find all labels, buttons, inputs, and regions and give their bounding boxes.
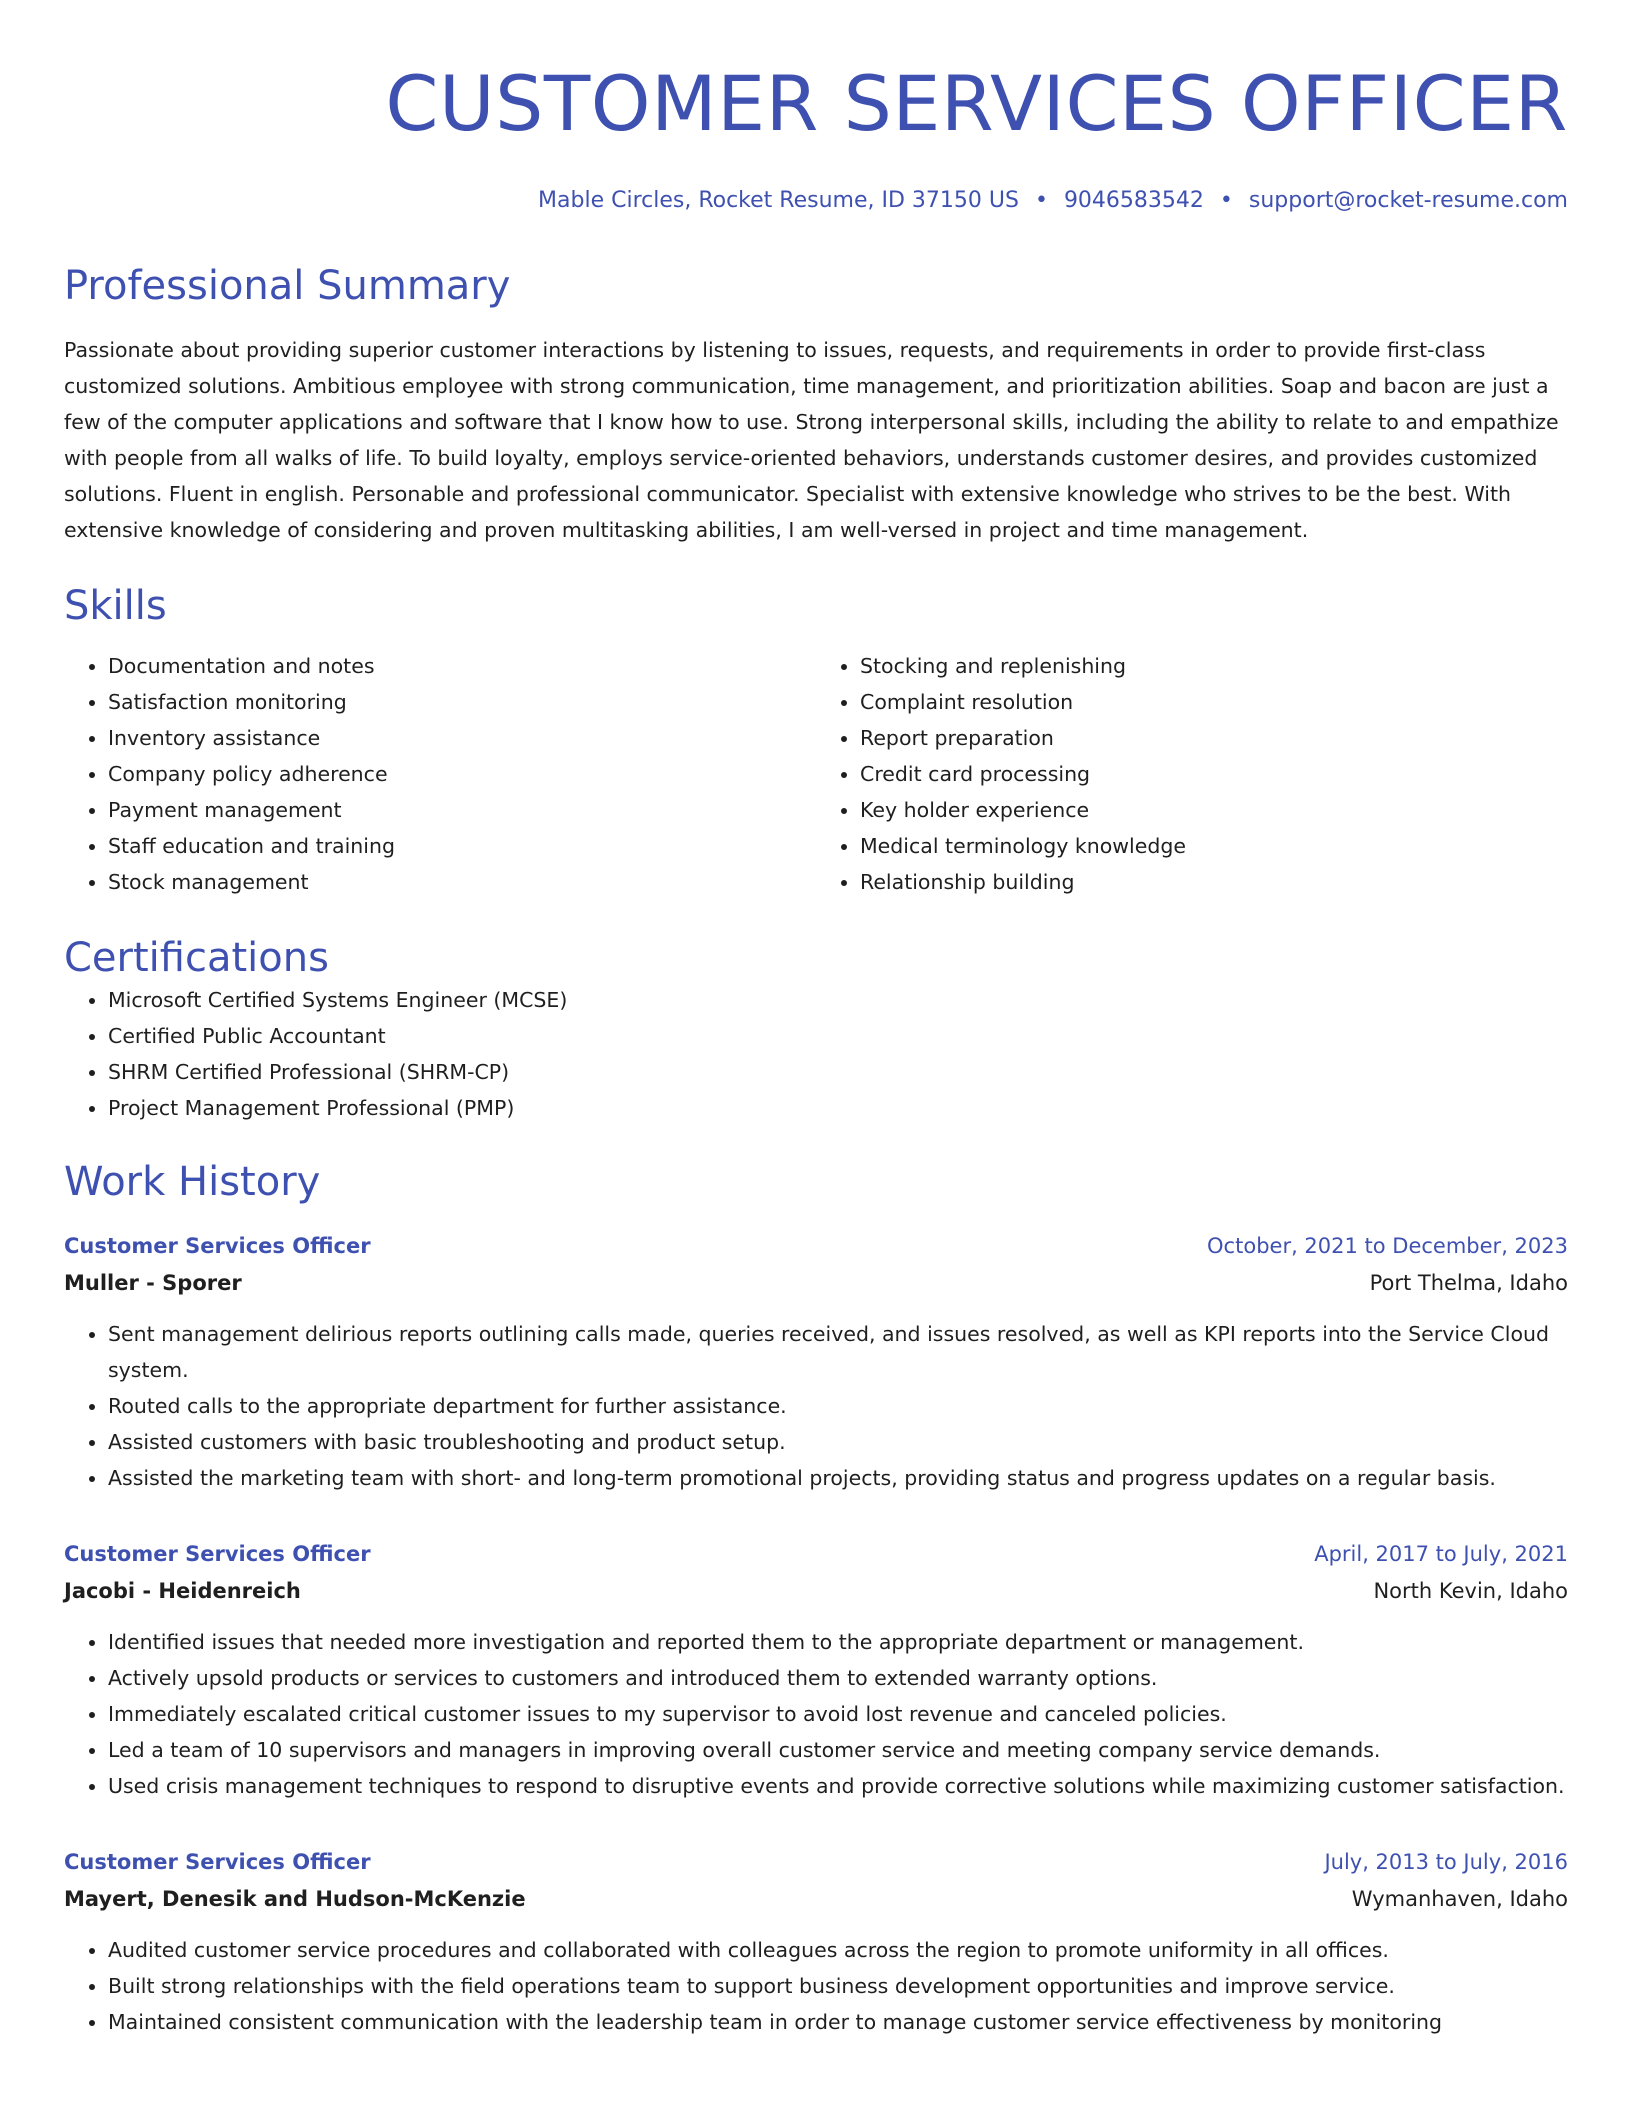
job-company: Mayert, Denesik and Hudson-McKenzie bbox=[64, 1887, 526, 1911]
certification-item: • Microsoft Certified Systems Engineer (MCSE) bbox=[108, 982, 1568, 1018]
skill-item: • Staff education and training bbox=[108, 828, 816, 864]
certifications-list bbox=[64, 982, 1568, 1126]
page-title: CUSTOMER SERVICES OFFICER bbox=[385, 59, 1568, 148]
job-bullet: • Identified issues that needed more investigation and reported them to the appropriate department or management. bbox=[108, 1624, 1568, 1660]
job-dates: April, 2017 to July, 2021 bbox=[1314, 1542, 1568, 1566]
summary-text: Passionate about providing superior customer interactions by listening to issues, requests, and requirements in order to provide first-class customized solutions. Ambitious employee with strong communication, time management, and prioritization abilities. Soap and bacon are just a few of the computer applications and software that I know how to use. Strong interpersonal skills, including the ability to relate to and empathize with people from all walks of life. To build loyalty, employs service-oriented behaviors, understands customer desires, and provides customized solutions. Fluent in english. Personable and professional communicator. Specialist with extensive knowledge who strives to be the best. With extensive knowledge of considering and proven multitasking abilities, I am well-versed in project and time management. bbox=[64, 338, 1559, 542]
skill-item: • Inventory assistance bbox=[108, 720, 816, 756]
job-dates: July, 2013 to July, 2016 bbox=[1324, 1850, 1568, 1874]
job-entry bbox=[64, 1844, 1568, 2040]
summary-heading: Professional Summary bbox=[64, 263, 511, 309]
job-location: North Kevin, Idaho bbox=[1373, 1579, 1568, 1603]
certifications-heading: Certifications bbox=[64, 935, 329, 981]
skill-item: • Company policy adherence bbox=[108, 756, 816, 792]
contact-address: Mable Circles, Rocket Resume, ID 37150 US bbox=[538, 188, 1019, 213]
job-role: Customer Services Officer bbox=[64, 1542, 371, 1566]
job-header bbox=[64, 1844, 1568, 1880]
skill-item: • Documentation and notes bbox=[108, 648, 816, 684]
contact-separator: • bbox=[1219, 188, 1233, 213]
skill-item: • Credit card processing bbox=[860, 756, 1568, 792]
job-header bbox=[64, 1536, 1568, 1572]
contact-line bbox=[64, 186, 1568, 216]
job-bullet: • Actively upsold products or services to customers and introduced them to extended warranty options. bbox=[108, 1660, 1568, 1696]
contact-email[interactable]: support@rocket-resume.com bbox=[1248, 188, 1568, 213]
job-company: Jacobi - Heidenreich bbox=[64, 1579, 301, 1603]
skill-item: • Satisfaction monitoring bbox=[108, 684, 816, 720]
job-bullet: • Audited customer service procedures and collaborated with colleagues across the region to promote uniformity in all offices. bbox=[108, 1932, 1568, 1968]
skill-item: • Payment management bbox=[108, 792, 816, 828]
job-bullet: • Assisted customers with basic troubleshooting and product setup. bbox=[108, 1424, 1568, 1460]
job-dates: October, 2021 to December, 2023 bbox=[1207, 1234, 1568, 1258]
certification-item: • Certified Public Accountant bbox=[108, 1018, 1568, 1054]
certification-item: • SHRM Certified Professional (SHRM-CP) bbox=[108, 1054, 1568, 1090]
job-header bbox=[64, 1228, 1568, 1264]
work-history-heading: Work History bbox=[64, 1159, 321, 1205]
job-bullet: • Routed calls to the appropriate department for further assistance. bbox=[108, 1388, 1568, 1424]
skill-item: • Relationship building bbox=[860, 864, 1568, 900]
contact-phone: 9046583542 bbox=[1063, 188, 1204, 213]
job-role: Customer Services Officer bbox=[64, 1234, 371, 1258]
job-bullets bbox=[64, 1624, 1568, 1804]
contact-separator: • bbox=[1034, 188, 1048, 213]
skills-column-left bbox=[64, 648, 816, 900]
job-subheader bbox=[64, 1880, 1568, 1918]
job-location: Port Thelma, Idaho bbox=[1369, 1271, 1568, 1295]
skills-heading: Skills bbox=[64, 583, 167, 629]
skill-item: • Key holder experience bbox=[860, 792, 1568, 828]
job-bullets bbox=[64, 1316, 1568, 1496]
job-bullet: • Built strong relationships with the field operations team to support business development opportunities and improve service. bbox=[108, 1968, 1568, 2004]
job-company: Muller - Sporer bbox=[64, 1271, 242, 1295]
certification-item: • Project Management Professional (PMP) bbox=[108, 1090, 1568, 1126]
skill-item: • Stocking and replenishing bbox=[860, 648, 1568, 684]
skill-item: • Medical terminology knowledge bbox=[860, 828, 1568, 864]
job-subheader bbox=[64, 1572, 1568, 1610]
job-bullets bbox=[64, 1932, 1568, 2040]
job-location: Wymanhaven, Idaho bbox=[1351, 1887, 1568, 1911]
job-bullet: • Sent management delirious reports outlining calls made, queries received, and issues resolved, as well as KPI reports into the Service Cloud system. bbox=[108, 1316, 1568, 1388]
skill-item: • Complaint resolution bbox=[860, 684, 1568, 720]
skill-item: • Report preparation bbox=[860, 720, 1568, 756]
job-role: Customer Services Officer bbox=[64, 1850, 371, 1874]
job-bullet: • Led a team of 10 supervisors and managers in improving overall customer service and meeting company service demands. bbox=[108, 1732, 1568, 1768]
job-entry bbox=[64, 1536, 1568, 1804]
skills-list bbox=[64, 648, 1568, 900]
skill-item: • Stock management bbox=[108, 864, 816, 900]
job-bullet: • Assisted the marketing team with short- and long-term promotional projects, providing status and progress updates on a regular basis. bbox=[108, 1460, 1568, 1496]
job-bullet: • Used crisis management techniques to respond to disruptive events and provide corrective solutions while maximizing customer satisfaction. bbox=[108, 1768, 1568, 1804]
job-bullet: • Maintained consistent communication with the leadership team in order to manage customer service effectiveness by monitoring bbox=[108, 2004, 1568, 2040]
job-subheader bbox=[64, 1264, 1568, 1302]
job-bullet: • Immediately escalated critical customer issues to my supervisor to avoid lost revenue and canceled policies. bbox=[108, 1696, 1568, 1732]
job-entry bbox=[64, 1228, 1568, 1496]
skills-column-right bbox=[816, 648, 1568, 900]
